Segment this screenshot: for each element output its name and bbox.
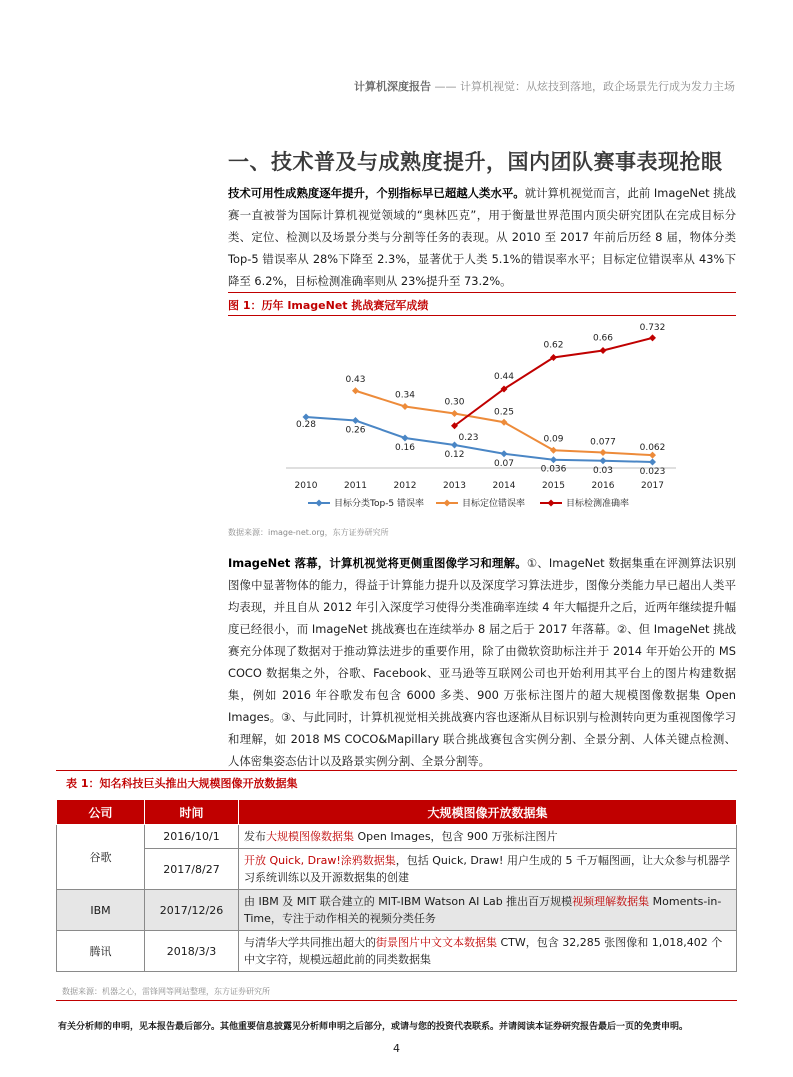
x-tick-label: 2011 bbox=[344, 481, 367, 491]
paragraph-1-body: 就计算机视觉而言，此前 ImageNet 挑战赛一直被誉为国际计算机视觉领域的“奥林匹克”，用于衡量世界范围内顶尖研究团队在完成目标分类、定位、检测以及场景分类与分割等任务的表现。从 2010 至 2017 年前后历经 8 届，物体分类 Top-5 错误率从 28%下降至 2.3%，显著优于人类 5.1%的错误率水平；目标定位错误率从 43%下降至 6.2%，目标检测准确率则从 23%提升至 73.2%。 bbox=[228, 186, 736, 288]
company-cell: 腾讯 bbox=[57, 931, 145, 972]
x-tick-label: 2010 bbox=[294, 481, 318, 491]
x-tick-label: 2015 bbox=[542, 481, 565, 491]
dataset-cell: 开放 Quick, Draw!涂鸦数据集，包括 Quick, Draw! 用户生成的 5 千万幅图画，让大众参与机器学习系统训练以及开源数据集的创建 bbox=[239, 849, 737, 890]
figure-top-rule bbox=[228, 292, 736, 293]
data-label: 0.732 bbox=[639, 322, 666, 333]
data-label: 0.26 bbox=[345, 425, 366, 436]
dataset-cell: 与清华大学共同推出超大的街景图片中文文本数据集 CTW，包含 32,285 张图像和 1,018,402 个中文字符，规模远超此前的同类数据集 bbox=[239, 931, 737, 972]
paragraph-1-lead: 技术可用性成熟度逐年提升，个别指标早已超越人类水平。 bbox=[228, 186, 525, 200]
data-point bbox=[402, 435, 409, 442]
table-row bbox=[57, 849, 737, 890]
legend-marker bbox=[548, 500, 555, 507]
paragraph-1 bbox=[228, 182, 736, 292]
header-date: 时间 bbox=[145, 800, 239, 825]
company-cell: 谷歌 bbox=[57, 825, 145, 890]
figure-1-source: 数据来源：image-net.org，东方证券研究所 bbox=[228, 528, 389, 537]
datasets-table bbox=[56, 799, 737, 972]
x-tick-label: 2016 bbox=[591, 481, 615, 491]
data-point bbox=[649, 458, 656, 465]
data-label: 0.62 bbox=[543, 340, 564, 351]
data-label: 0.30 bbox=[444, 397, 465, 408]
legend-label: 目标定位错误率 bbox=[462, 499, 526, 509]
header-company: 公司 bbox=[57, 800, 145, 825]
page-number: 4 bbox=[393, 1042, 400, 1055]
x-tick-label: 2013 bbox=[443, 481, 466, 491]
section-title: 一、技术普及与成熟度提升，国内团队赛事表现抢眼 bbox=[228, 150, 723, 174]
paragraph-2-body: ①、ImageNet 数据集重在评测算法识别图像中显著物体的能力，得益于计算能力提升以及深度学习算法进步，图像分类能力早已超出人类平均表现，并且自从 2012 年引入深度学习使得分类准确率连续 4 年大幅提升之后，近两年继续提升幅度已经很小，而 ImageNet 挑战赛也在连续举办 8 届之后于 2017 年落幕。②、但 ImageNet 挑战赛充分体现了数据对于推动算法进步的重要作用，除了由微软资助标注并于 2014 年开始公开的 MS COCO 数据集之外，谷歌、Facebook、亚马逊等互联网公司也开始利用其平台上的图片构建数据集，例如 2016 年谷歌发布包含 6000 多类、900 万张标注图片的超大规模图像数据集 Open Images。③、与此同时，计算机视觉相关挑战赛内容也逐渐从目标识别与检测转向更为重视图像学习和理解，如 2018 MS COCO&Mapillary 联合挑战赛包含实例分割、全景分割、人体关键点检测、人体密集姿态估计以及路景实例分割、全景分割等。 bbox=[228, 556, 736, 768]
legend-marker bbox=[444, 500, 451, 507]
data-label: 0.062 bbox=[639, 443, 666, 454]
date-cell: 2018/3/3 bbox=[145, 931, 239, 972]
data-point bbox=[402, 403, 409, 410]
table-top-rule bbox=[56, 770, 737, 771]
data-label: 0.16 bbox=[394, 443, 416, 453]
data-label: 0.12 bbox=[444, 450, 465, 460]
data-label: 0.03 bbox=[592, 465, 614, 476]
data-label: 0.34 bbox=[394, 390, 416, 401]
data-point bbox=[550, 456, 557, 463]
legend-label: 目标分类Top-5 错误率 bbox=[334, 499, 425, 509]
company-cell: IBM bbox=[57, 890, 145, 931]
data-label: 0.09 bbox=[543, 434, 564, 445]
report-name: 计算机深度报告 bbox=[354, 80, 431, 93]
data-point bbox=[649, 334, 656, 341]
data-point bbox=[451, 442, 458, 449]
data-point bbox=[600, 347, 607, 354]
imagenet-line-chart bbox=[280, 318, 700, 518]
data-label: 0.23 bbox=[458, 432, 479, 443]
data-label: 0.07 bbox=[493, 458, 515, 469]
table-row bbox=[57, 931, 737, 972]
figure-title-rule bbox=[228, 315, 736, 316]
date-cell: 2017/12/26 bbox=[145, 890, 239, 931]
table-1-title: 表 1：知名科技巨头推出大规模图像开放数据集 bbox=[66, 777, 298, 790]
paragraph-2-lead: ImageNet 落幕，计算机视觉将更侧重图像学习和理解。 bbox=[228, 556, 527, 570]
table-header-row bbox=[57, 800, 737, 825]
data-label: 0.66 bbox=[592, 333, 614, 344]
paragraph-2 bbox=[228, 552, 736, 772]
header-separator: —— bbox=[431, 80, 460, 93]
table-row bbox=[57, 890, 737, 931]
data-label: 0.44 bbox=[493, 372, 515, 382]
data-point bbox=[600, 449, 607, 456]
table-1-source: 数据来源：机器之心，雷锋网等网站整理，东方证券研究所 bbox=[62, 987, 270, 996]
data-point bbox=[451, 410, 458, 417]
x-tick-label: 2014 bbox=[492, 481, 516, 491]
legend-marker bbox=[316, 500, 323, 507]
dataset-cell: 发布大规模图像数据集 Open Images，包含 900 万张标注图片 bbox=[239, 825, 737, 849]
date-cell: 2016/10/1 bbox=[145, 825, 239, 849]
data-point bbox=[352, 387, 359, 394]
page-header bbox=[354, 78, 735, 94]
report-subtitle: 计算机视觉：从炫技到落地，政企场景先行成为发力主场 bbox=[460, 80, 735, 93]
data-label: 0.28 bbox=[295, 420, 317, 430]
data-label: 0.077 bbox=[590, 437, 616, 448]
disclaimer: 有关分析师的申明，见本报告最后部分。其他重要信息披露见分析师申明之后部分，或请与您的投资代表联系。并请阅读本证券研究报告最后一页的免责申明。 bbox=[58, 1022, 689, 1032]
dataset-cell: 由 IBM 及 MIT 联合建立的 MIT-IBM Watson AI Lab 推出百万规模视频理解数据集 Moments-in-Time，专注于动作相关的视频分类任务 bbox=[239, 890, 737, 931]
data-point bbox=[600, 457, 607, 464]
x-tick-label: 2017 bbox=[641, 481, 664, 491]
series-line bbox=[455, 338, 653, 426]
header-dataset: 大规模图像开放数据集 bbox=[239, 800, 737, 825]
x-tick-label: 2012 bbox=[393, 481, 417, 491]
data-label: 0.25 bbox=[493, 407, 515, 418]
table-row bbox=[57, 825, 737, 849]
data-label: 0.43 bbox=[345, 374, 366, 385]
figure-1-title: 图 1：历年 ImageNet 挑战赛冠军成绩 bbox=[228, 299, 429, 312]
data-point bbox=[352, 417, 359, 424]
data-point bbox=[501, 450, 508, 457]
legend-label: 目标检测准确率 bbox=[566, 499, 630, 509]
data-label: 0.036 bbox=[540, 464, 567, 475]
data-label: 0.023 bbox=[639, 466, 666, 477]
table-bottom-rule bbox=[56, 1000, 737, 1001]
date-cell: 2017/8/27 bbox=[145, 849, 239, 890]
